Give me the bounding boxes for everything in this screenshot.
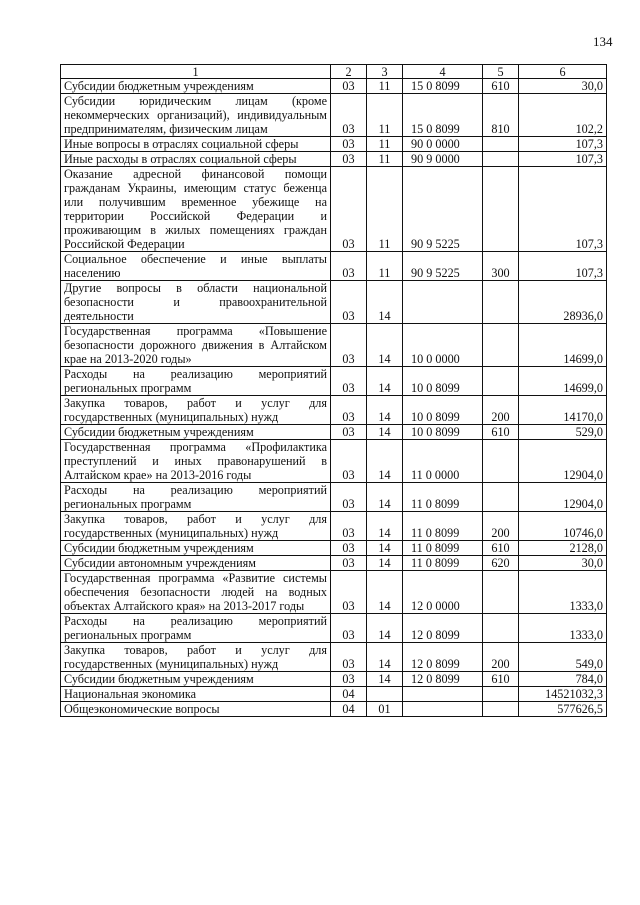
item-name-cell: Субсидии бюджетным учреждениям	[61, 425, 331, 440]
expense-type-cell: 610	[483, 79, 519, 94]
target-article-cell: 90 9 0000	[403, 152, 483, 167]
section-code-cell: 03	[331, 571, 367, 614]
column-header: 4	[403, 65, 483, 79]
amount-cell: 14521032,3	[519, 687, 607, 702]
section-code-cell: 03	[331, 94, 367, 137]
item-name-cell: Государственная программа «Развитие системы обеспечения безопасности людей на водных объектах Алтайского края» на 2013-2017 годы	[61, 571, 331, 614]
expense-type-cell	[483, 367, 519, 396]
item-name-cell: Иные расходы в отраслях социальной сферы	[61, 152, 331, 167]
amount-cell: 10746,0	[519, 512, 607, 541]
expense-type-cell: 810	[483, 94, 519, 137]
section-code-cell: 03	[331, 425, 367, 440]
expense-type-cell: 200	[483, 512, 519, 541]
target-article-cell: 11 0 8099	[403, 541, 483, 556]
item-name-cell: Субсидии автономным учреждениям	[61, 556, 331, 571]
column-header: 3	[367, 65, 403, 79]
subsection-code-cell: 14	[367, 643, 403, 672]
subsection-code-cell: 14	[367, 324, 403, 367]
section-code-cell: 03	[331, 541, 367, 556]
expense-type-cell	[483, 152, 519, 167]
amount-cell: 529,0	[519, 425, 607, 440]
item-name-cell: Субсидии бюджетным учреждениям	[61, 541, 331, 556]
target-article-cell: 90 9 5225	[403, 167, 483, 252]
item-name-cell: Иные вопросы в отраслях социальной сферы	[61, 137, 331, 152]
target-article-cell: 12 0 8099	[403, 672, 483, 687]
budget-table	[60, 64, 607, 717]
section-code-cell: 03	[331, 281, 367, 324]
table-header-row	[61, 65, 607, 79]
amount-cell: 14170,0	[519, 396, 607, 425]
subsection-code-cell: 14	[367, 614, 403, 643]
target-article-cell: 11 0 8099	[403, 512, 483, 541]
section-code-cell: 03	[331, 483, 367, 512]
table-row	[61, 571, 607, 614]
table-row	[61, 252, 607, 281]
subsection-code-cell: 11	[367, 137, 403, 152]
amount-cell: 2128,0	[519, 541, 607, 556]
amount-cell: 30,0	[519, 79, 607, 94]
amount-cell: 12904,0	[519, 483, 607, 512]
item-name-cell: Государственная программа «Повышение безопасности дорожного движения в Алтайском крае на 2013-2020 годы»	[61, 324, 331, 367]
section-code-cell: 03	[331, 324, 367, 367]
item-name-cell: Расходы на реализацию мероприятий региональных программ	[61, 614, 331, 643]
subsection-code-cell: 14	[367, 367, 403, 396]
amount-cell: 107,3	[519, 137, 607, 152]
section-code-cell: 03	[331, 440, 367, 483]
amount-cell: 12904,0	[519, 440, 607, 483]
amount-cell: 1333,0	[519, 614, 607, 643]
subsection-code-cell: 14	[367, 281, 403, 324]
target-article-cell: 10 0 8099	[403, 396, 483, 425]
target-article-cell: 15 0 8099	[403, 79, 483, 94]
section-code-cell: 03	[331, 152, 367, 167]
expense-type-cell	[483, 571, 519, 614]
item-name-cell: Социальное обеспечение и иные выплаты населению	[61, 252, 331, 281]
expense-type-cell	[483, 614, 519, 643]
table-row	[61, 152, 607, 167]
section-code-cell: 04	[331, 687, 367, 702]
expense-type-cell: 610	[483, 425, 519, 440]
target-article-cell	[403, 702, 483, 717]
amount-cell: 102,2	[519, 94, 607, 137]
subsection-code-cell: 14	[367, 440, 403, 483]
subsection-code-cell: 14	[367, 425, 403, 440]
expense-type-cell: 300	[483, 252, 519, 281]
amount-cell: 784,0	[519, 672, 607, 687]
table-row	[61, 137, 607, 152]
section-code-cell: 04	[331, 702, 367, 717]
table-row	[61, 556, 607, 571]
table-row	[61, 687, 607, 702]
section-code-cell: 03	[331, 367, 367, 396]
section-code-cell: 03	[331, 167, 367, 252]
amount-cell: 107,3	[519, 152, 607, 167]
expense-type-cell	[483, 324, 519, 367]
section-code-cell: 03	[331, 556, 367, 571]
table-row	[61, 614, 607, 643]
amount-cell: 107,3	[519, 167, 607, 252]
table-row	[61, 541, 607, 556]
target-article-cell: 90 9 5225	[403, 252, 483, 281]
expense-type-cell: 620	[483, 556, 519, 571]
section-code-cell: 03	[331, 79, 367, 94]
target-article-cell	[403, 281, 483, 324]
amount-cell: 14699,0	[519, 367, 607, 396]
table-row	[61, 324, 607, 367]
expense-type-cell: 610	[483, 541, 519, 556]
expense-type-cell	[483, 483, 519, 512]
table-row	[61, 425, 607, 440]
amount-cell: 28936,0	[519, 281, 607, 324]
subsection-code-cell: 11	[367, 79, 403, 94]
subsection-code-cell: 11	[367, 152, 403, 167]
expense-type-cell	[483, 702, 519, 717]
expense-type-cell	[483, 167, 519, 252]
table-row	[61, 440, 607, 483]
item-name-cell: Субсидии юридическим лицам (кроме некоммерческих организаций), индивидуальным предпринимателям, физическим лицам	[61, 94, 331, 137]
subsection-code-cell: 14	[367, 512, 403, 541]
target-article-cell: 12 0 8099	[403, 614, 483, 643]
target-article-cell	[403, 687, 483, 702]
page-number: 134	[593, 34, 613, 49]
target-article-cell: 10 0 8099	[403, 367, 483, 396]
table-row	[61, 367, 607, 396]
item-name-cell: Закупка товаров, работ и услуг для государственных (муниципальных) нужд	[61, 512, 331, 541]
table-row	[61, 512, 607, 541]
item-name-cell: Закупка товаров, работ и услуг для государственных (муниципальных) нужд	[61, 643, 331, 672]
expense-type-cell	[483, 281, 519, 324]
item-name-cell: Оказание адресной финансовой помощи гражданам Украины, имеющим статус беженца или получившим временное убежище на территории Российской Федерации и проживающим в жилых помещениях граждан Российской Федерации	[61, 167, 331, 252]
column-header: 5	[483, 65, 519, 79]
amount-cell: 107,3	[519, 252, 607, 281]
table-row	[61, 167, 607, 252]
table-row	[61, 702, 607, 717]
subsection-code-cell: 14	[367, 571, 403, 614]
expense-type-cell	[483, 440, 519, 483]
column-header: 1	[61, 65, 331, 79]
subsection-code-cell: 11	[367, 94, 403, 137]
item-name-cell: Расходы на реализацию мероприятий региональных программ	[61, 367, 331, 396]
amount-cell: 549,0	[519, 643, 607, 672]
expense-type-cell: 200	[483, 396, 519, 425]
item-name-cell: Расходы на реализацию мероприятий региональных программ	[61, 483, 331, 512]
item-name-cell: Общеэкономические вопросы	[61, 702, 331, 717]
subsection-code-cell	[367, 687, 403, 702]
section-code-cell: 03	[331, 252, 367, 281]
target-article-cell: 10 0 0000	[403, 324, 483, 367]
table-row	[61, 483, 607, 512]
subsection-code-cell: 14	[367, 556, 403, 571]
expense-type-cell: 610	[483, 672, 519, 687]
item-name-cell: Национальная экономика	[61, 687, 331, 702]
column-header: 6	[519, 65, 607, 79]
subsection-code-cell: 14	[367, 672, 403, 687]
subsection-code-cell: 11	[367, 167, 403, 252]
table-row	[61, 396, 607, 425]
target-article-cell: 10 0 8099	[403, 425, 483, 440]
expense-type-cell	[483, 687, 519, 702]
expense-type-cell: 200	[483, 643, 519, 672]
item-name-cell: Субсидии бюджетным учреждениям	[61, 672, 331, 687]
amount-cell: 30,0	[519, 556, 607, 571]
subsection-code-cell: 14	[367, 483, 403, 512]
section-code-cell: 03	[331, 672, 367, 687]
target-article-cell: 90 0 0000	[403, 137, 483, 152]
table-row	[61, 672, 607, 687]
section-code-cell: 03	[331, 137, 367, 152]
column-header: 2	[331, 65, 367, 79]
table-row	[61, 643, 607, 672]
table-row	[61, 94, 607, 137]
subsection-code-cell: 01	[367, 702, 403, 717]
target-article-cell: 15 0 8099	[403, 94, 483, 137]
table-row	[61, 79, 607, 94]
item-name-cell: Субсидии бюджетным учреждениям	[61, 79, 331, 94]
subsection-code-cell: 14	[367, 541, 403, 556]
target-article-cell: 12 0 8099	[403, 643, 483, 672]
target-article-cell: 11 0 8099	[403, 483, 483, 512]
target-article-cell: 11 0 0000	[403, 440, 483, 483]
target-article-cell: 12 0 0000	[403, 571, 483, 614]
item-name-cell: Другие вопросы в области национальной безопасности и правоохранительной деятельности	[61, 281, 331, 324]
item-name-cell: Государственная программа «Профилактика преступлений и иных правонарушений в Алтайском крае» на 2013-2016 годы	[61, 440, 331, 483]
subsection-code-cell: 11	[367, 252, 403, 281]
section-code-cell: 03	[331, 643, 367, 672]
amount-cell: 14699,0	[519, 324, 607, 367]
section-code-cell: 03	[331, 614, 367, 643]
section-code-cell: 03	[331, 512, 367, 541]
expense-type-cell	[483, 137, 519, 152]
subsection-code-cell: 14	[367, 396, 403, 425]
item-name-cell: Закупка товаров, работ и услуг для государственных (муниципальных) нужд	[61, 396, 331, 425]
table-row	[61, 281, 607, 324]
amount-cell: 577626,5	[519, 702, 607, 717]
target-article-cell: 11 0 8099	[403, 556, 483, 571]
section-code-cell: 03	[331, 396, 367, 425]
amount-cell: 1333,0	[519, 571, 607, 614]
